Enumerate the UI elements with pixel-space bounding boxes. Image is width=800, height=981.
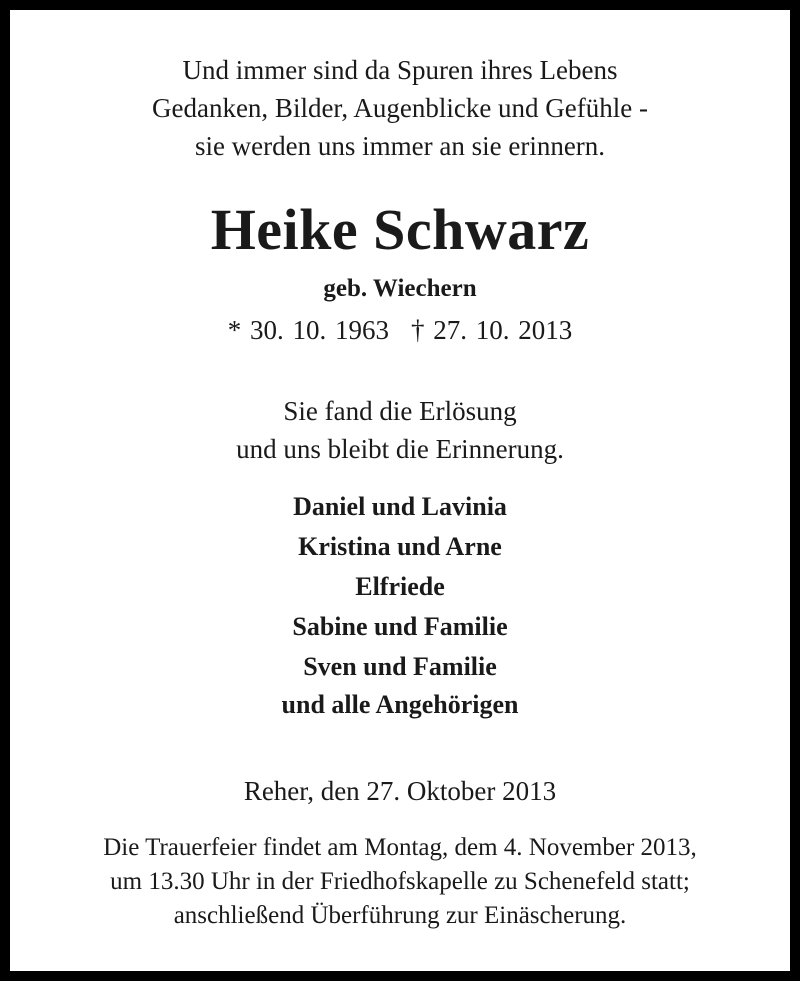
quote-line: Sie fand die Erlösung: [283, 396, 517, 426]
death-date: † 27. 10. 2013: [411, 315, 573, 345]
life-dates: [10, 315, 790, 346]
service-info-line: anschließend Überführung zur Einäscherung.: [173, 902, 627, 929]
obituary-notice: [10, 10, 790, 971]
mourner-name: Kristina und Arne: [298, 532, 502, 561]
mourner-name: Elfriede: [355, 572, 445, 601]
service-info-line: Die Trauerfeier findet am Montag, dem 4. November 2013,: [103, 834, 697, 861]
mourner-name: Daniel und Lavinia: [293, 492, 507, 521]
poem-line: Gedanken, Bilder, Augenblicke und Gefühle -: [151, 93, 649, 123]
mourner-name: Sven und Familie: [303, 652, 497, 681]
service-info-line: um 13.30 Uhr in der Friedhofskapelle zu Schenefeld statt;: [110, 868, 690, 895]
birth-date: * 30. 10. 1963: [227, 315, 389, 345]
poem-line: sie werden uns immer an sie erinnern.: [194, 131, 606, 161]
mourner-name: Sabine und Familie: [292, 612, 508, 641]
place-and-date: Reher, den 27. Oktober 2013: [243, 776, 557, 806]
mourner-name: und alle Angehörigen: [281, 690, 519, 719]
deceased-name: Heike Schwarz: [210, 197, 590, 262]
poem-line: Und immer sind da Spuren ihres Lebens: [182, 55, 618, 85]
quote-line: und uns bleibt die Erinnerung.: [236, 434, 564, 464]
birth-name: geb. Wiechern: [323, 275, 477, 302]
